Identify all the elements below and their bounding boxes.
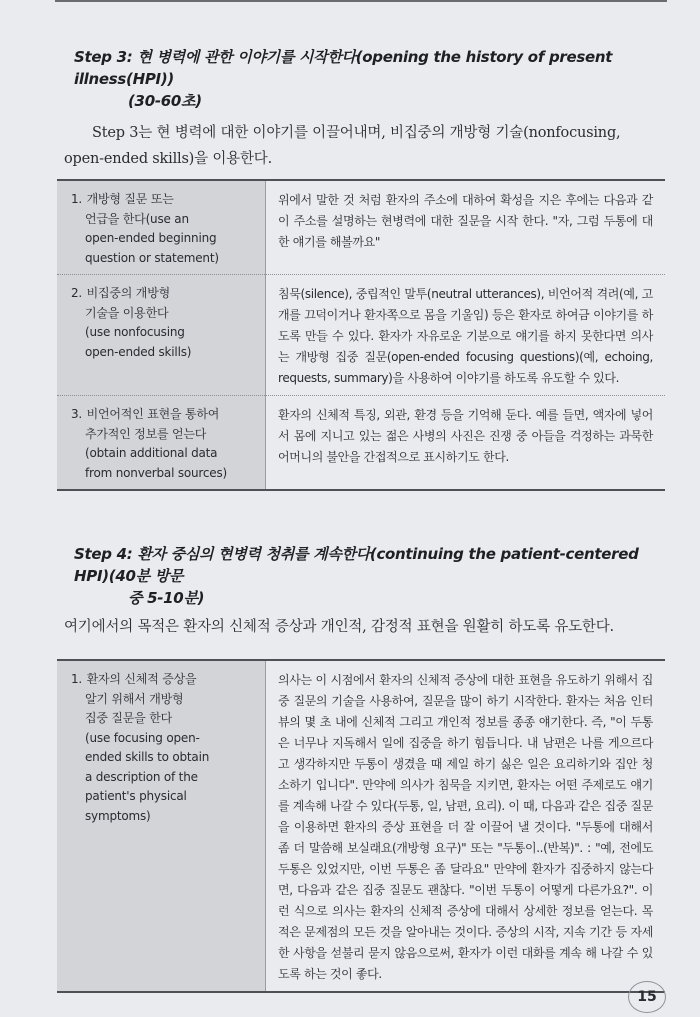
row-label-line: 기술을 이용한다 [85,305,169,320]
row-label-line: (use focusing open- [85,730,200,745]
row-label-line: patient's physical [85,789,187,803]
step3-table [57,179,665,491]
row-description: 환자의 신체적 특징, 외관, 환경 등을 기억해 둔다. 예를 들면, 액자에 넣어서 몸에 지니고 있는 젊은 사병의 사진은 진쟁 중 아들을 걱정하는 과묵한 어머니의 불안을 간접적으로 표시하기도 한다. [266,396,666,491]
step3-intro: Step 3는 현 병력에 대한 이야기를 이끌어내며, 비집중의 개방형 기술(nonfocusing, open-ended skills)을 이용한다. [64,125,621,167]
step4-heading-line2: 중 5-10분) [128,589,205,607]
row-label [57,275,266,396]
row-label-line: 개방형 질문 또는 [86,192,174,206]
table-row [57,275,665,396]
step4-heading-line1: Step 4: 환자 중심의 현병력 청취를 계속한다(continuing the patient-centered HPI)(40분 방문 [74,545,639,585]
row-number: 2. [71,286,83,300]
step4-intro: 여기에서의 목적은 환자의 신체적 증상과 개인적, 감정적 표현을 원활히 하도록 유도한다. [64,619,614,635]
row-label-line: 비언어적인 표현을 통하여 [86,407,220,421]
row-label-line: 알기 위해서 개방형 [85,691,184,706]
row-description: 의사는 이 시점에서 환자의 신체적 증상에 대한 표현을 유도하기 위해서 집중 질문의 기술을 사용하여, 질문을 많이 하기 시작한다. 환자는 처음 인터뷰의 몇 초 내에 신체적 그리고 개인적 정보를 종종 얘기한다. 즉, "이 두통은 너무나 지독해서 일에 집중을 하기 힘듭니다. 내 남편은 나를 게으르다고 생각하지만 두통이 생겼을 때 제일 하기 싫은 일은 요리하기와 집안 청소하기 입니다". 만약에 의사가 침묵을 지키면, 환자는 어떤 주제로도 얘기를 계속해 나갈 수 있다(두통, 일, 남편, 요리). 이 때, 다음과 같은 집중 질문을 이용하면 환자의 증상 표현을 더 잘 이끌어 낼 것이다. "두통에 대해서 좀 더 말씀해 보실래요(개방형 요구)" 또는 "두통이..(반복)". : "예, 전에도 두통은 있었지만, 이번 두통은 좀 달라요" 만약에 환자가 집중하지 않는다면, 다음과 같은 집중 질문도 괜찮다. "이번 두통이 어떻게 다른가요?". 이런 식으로 의사는 환자의 신체적 증상에 대해서 상세한 정보를 얻는다. 목적은 문제점의 모든 것을 알아내는 것이다. 증상의 시작, 지속 기간 등 자세한 사항을 섣불리 묻지 않음으로써, 환자가 이런 대화를 계속 해 나갈 수 있도록 하는 것이 좋다. [278,673,653,981]
page-number: 15 [628,981,666,1013]
row-number: 1. [71,192,83,206]
table-row [57,180,665,275]
row-number: 3. [71,407,83,421]
row-label-line: a description of the [85,769,198,784]
table-row [57,660,665,992]
row-label-line: ended skills to obtain [85,750,210,764]
row-label-line: symptoms) [85,808,151,823]
row-number: 1. [71,672,83,686]
table-row [57,396,665,491]
row-label-line: 비집중의 개방형 [86,286,170,300]
row-label-line: 집중 질문을 한다 [85,711,172,725]
row-description: 침묵(silence), 중립적인 말투(neutral utterances), 비언어적 격려(예, 고개를 끄덕이거나 환자쪽으로 몸을 기울임) 등은 환자로 하여금 이야기를 하도록 만들 수 있다. 환자가 자유로운 기분으로 얘기를 하지 못한다면 의사는 개방형 집중 질문(open-ended focusing questions)(예, echoing, requests, summary)을 사용하여 이야기를 하도록 유도할 수 있다. [266,275,666,396]
step3-heading-line2: (30-60초) [128,92,202,110]
step3-heading [74,46,664,112]
row-label [57,660,266,992]
row-label [57,180,266,275]
row-label-line: 추가적인 정보를 얻는다 [85,426,207,441]
step3-heading-line1: Step 3: 현 병력에 관한 이야기를 시작한다(opening the history of present illness(HPI)) [74,48,613,88]
row-description: 위에서 말한 것 처럼 환자의 주소에 대하여 확성을 지은 후에는 다음과 같이 주소를 설명하는 현병력에 대한 질문을 시작 한다. "자, 그럼 두통에 대한 얘기를 해볼까요" [278,193,653,249]
row-label-line: (use nonfocusing [85,325,185,339]
top-rule [55,0,667,2]
row-label-line: open-ended beginning [85,231,217,245]
row-label-line: open-ended skills) [85,344,192,359]
row-label-line: question or statement) [85,250,219,265]
row-label-line: from nonverbal sources) [85,465,228,480]
row-label-line: (obtain additional data [85,446,218,460]
row-label [57,396,266,491]
row-label-line: 환자의 신체적 증상을 [86,672,197,686]
row-label-line: 언급을 한다(use an [85,211,189,226]
step4-heading [74,543,664,609]
step4-table [57,659,665,993]
